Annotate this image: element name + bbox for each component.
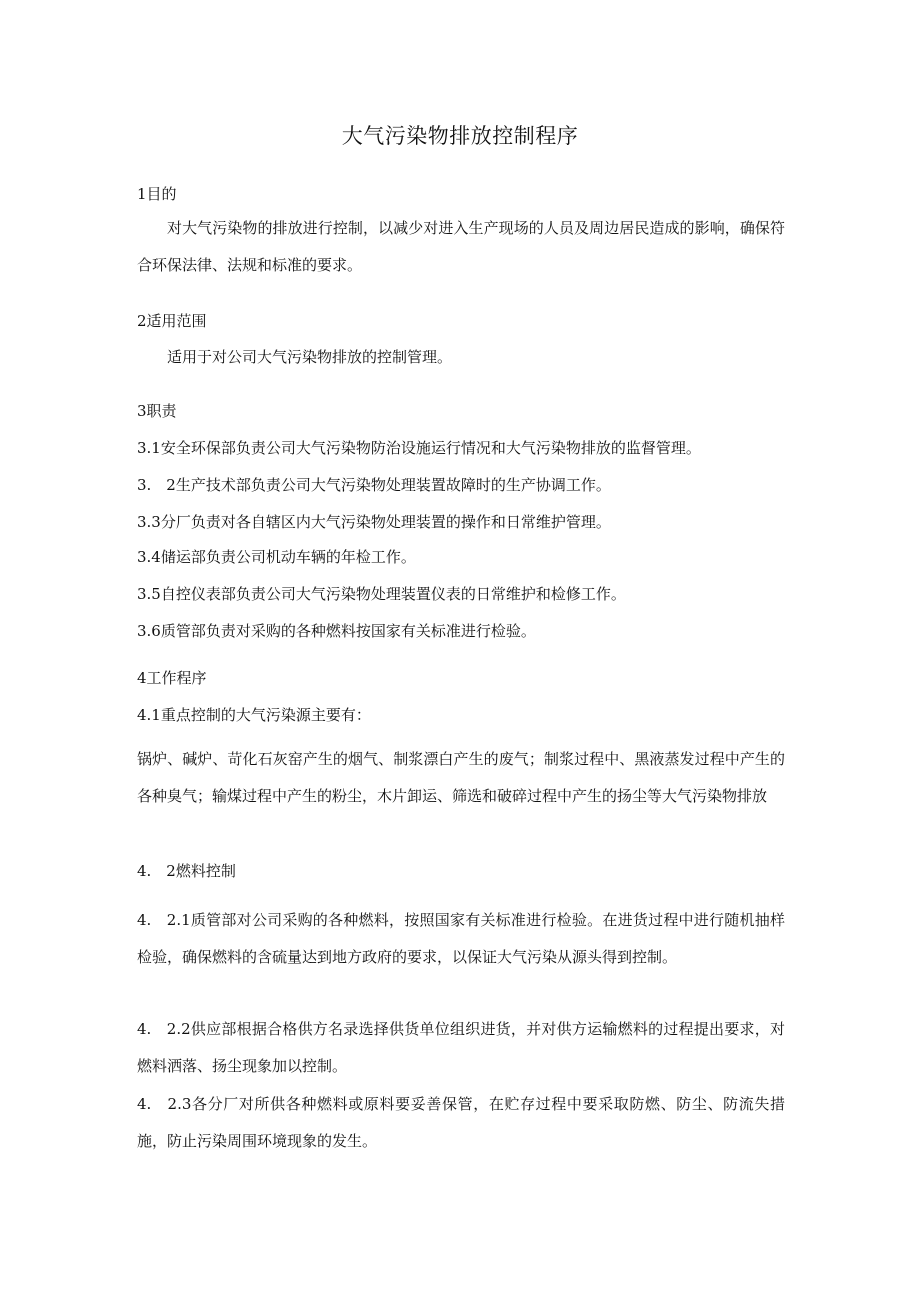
section-4-1-heading: 4.1重点控制的大气污染源主要有：: [137, 706, 371, 724]
section-3-item: 3.4储运部负责公司机动车辆的年检工作。: [137, 548, 416, 566]
section-3-item: 3.3分厂负责对各自辖区内大气污染物处理装置的操作和日常维护管理。: [137, 513, 611, 531]
section-4-2-heading: 4. 2燃料控制: [137, 862, 236, 880]
section-3-heading: 3职责: [137, 402, 177, 420]
section-3-item: 3.6质管部负责对采购的各种燃料按国家有关标准进行检验。: [137, 622, 536, 640]
section-3-item: 3. 2生产技术部负责公司大气污染物处理装置故障时的生产协调工作。: [137, 476, 611, 494]
section-4-2-2: 4. 2.2供应部根据合格供方名录选择供货单位组织进货，并对供方运输燃料的过程提出要求，对燃料洒落、扬尘现象加以控制。: [137, 1020, 785, 1075]
section-3-item: 3.1安全环保部负责公司大气污染物防治设施运行情况和大气污染物排放的监督管理。: [137, 439, 701, 457]
section-1-heading: 1目的: [137, 185, 177, 203]
section-2-body: 适用于对公司大气污染物排放的控制管理。: [167, 348, 453, 366]
section-4-heading: 4工作程序: [137, 669, 207, 687]
section-2-heading: 2适用范围: [137, 312, 207, 330]
section-4-1-body: 锅炉、碱炉、苛化石灰窑产生的烟气、制浆漂白产生的废气；制浆过程中、黑液蒸发过程中产生的各种臭气；输煤过程中产生的粉尘，木片卸运、筛选和破碎过程中产生的扬尘等大气污染物排放: [137, 750, 785, 805]
section-1-body: 对大气污染物的排放进行控制，以减少对进入生产现场的人员及周边居民造成的影响，确保符合环保法律、法规和标准的要求。: [137, 219, 785, 274]
document-title: 大气污染物排放控制程序: [341, 124, 579, 148]
section-4-2-1: 4. 2.1质管部对公司采购的各种燃料，按照国家有关标准进行检验。在进货过程中进行随机抽样检验，确保燃料的含硫量达到地方政府的要求，以保证大气污染从源头得到控制。: [137, 911, 785, 966]
section-4-2-3: 4. 2.3各分厂对所供各种燃料或原料要妥善保管，在贮存过程中要采取防燃、防尘、防流失措施，防止污染周围环境现象的发生。: [137, 1095, 785, 1150]
section-3-item: 3.5自控仪表部负责公司大气污染物处理装置仪表的日常维护和检修工作。: [137, 585, 626, 603]
